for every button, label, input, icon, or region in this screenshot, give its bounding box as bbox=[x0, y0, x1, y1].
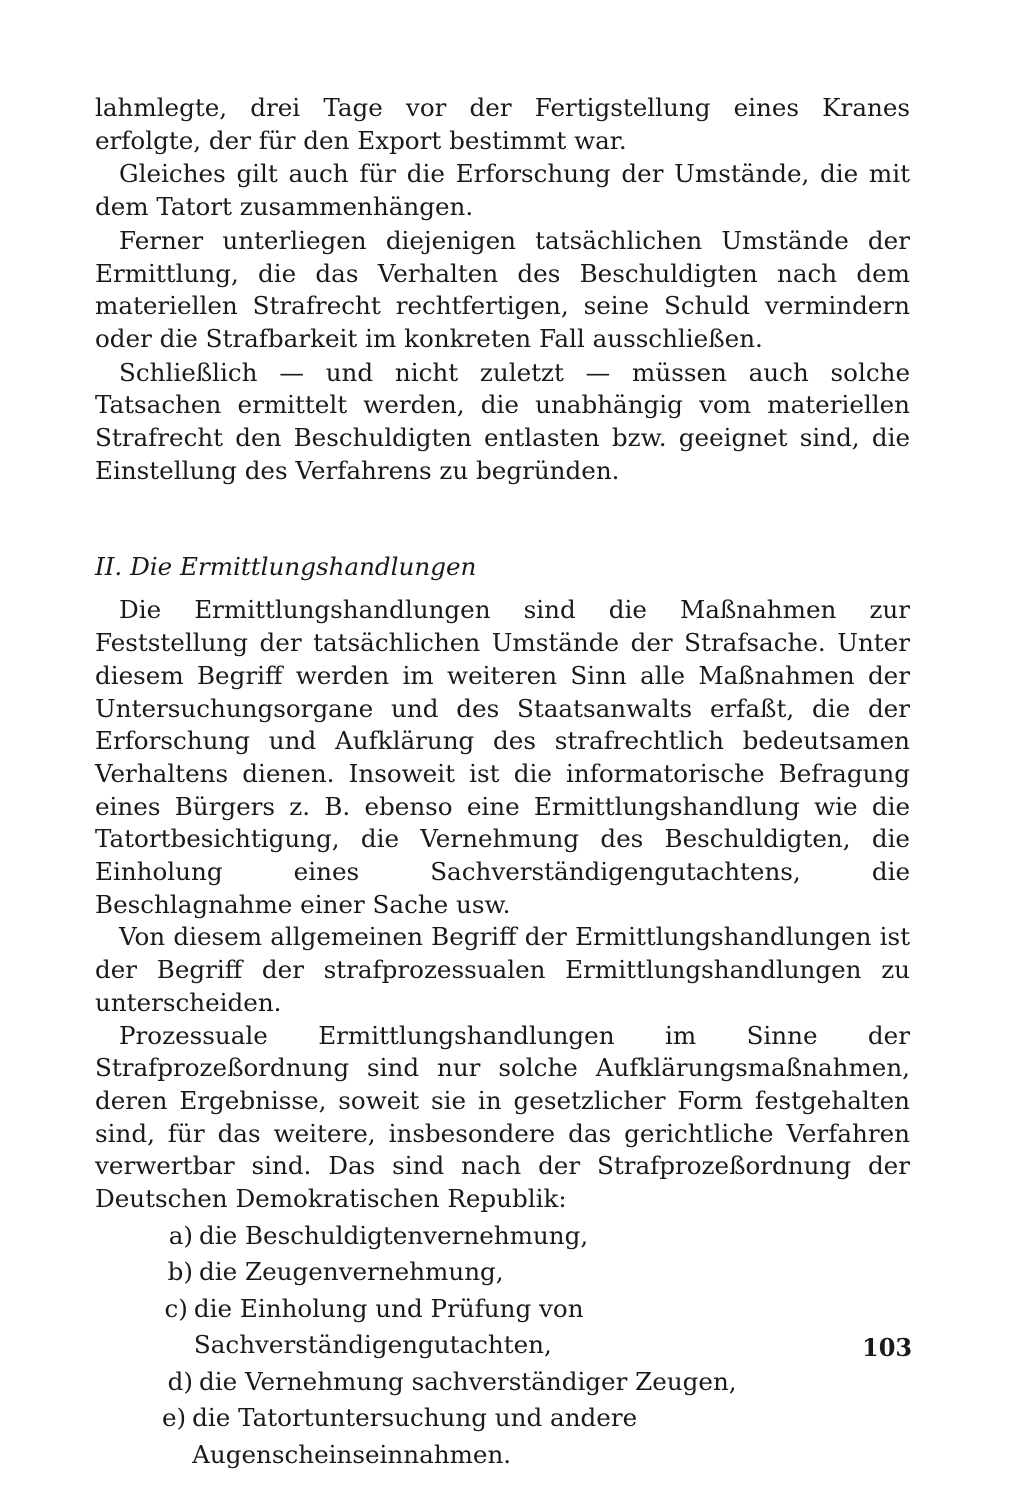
list-item-text: die Tatortuntersuchung und andere Augenscheinseinnahmen. bbox=[192, 1403, 638, 1469]
paragraph-5: Die Ermittlungshandlungen sind die Maßnahmen zur Feststellung der tatsächlichen Umstände der Strafsache. Unter diesem Begriff werden im weiteren Sinn alle Maßnahmen der Untersuchungsorgane und des Staatsanwalts erfaßt, die der Erforschung und Aufklärung des strafrechtlich bedeutsamen Verhaltens dienen. Insoweit ist die informatorische Befragung eines Bürgers z. B. ebenso eine Ermittlungshandlung wie die Tatortbesichtigung, die Vernehmung des Beschuldigten, die Einholung eines Sachverständigengutachtens, die Beschlagnahme einer Sache usw. bbox=[95, 595, 910, 919]
enumeration-list bbox=[95, 1218, 913, 1474]
list-marker: b) bbox=[167, 1257, 193, 1287]
paragraph-6: Von diesem allgemeinen Begriff der Ermittlungshandlungen ist der Begriff der strafprozessualen Ermittlungshandlungen zu unterscheiden. bbox=[95, 922, 910, 1017]
list-item-text: die Zeugenvernehmung, bbox=[199, 1257, 504, 1287]
list-marker: c) bbox=[164, 1293, 188, 1323]
list-item bbox=[95, 1218, 910, 1255]
list-marker: d) bbox=[167, 1366, 193, 1396]
paragraph-2: Gleiches gilt auch für die Erforschung der Umstände, die mit dem Tatort zusammenhängen. bbox=[95, 159, 910, 222]
section-heading: II. Die Ermittlungshandlungen bbox=[95, 552, 477, 582]
list-marker: a) bbox=[168, 1220, 193, 1250]
paragraph-4: Schließlich — und nicht zuletzt — müssen auch solche Tatsachen ermittelt werden, die unabhängig vom materiellen Strafrecht den Beschuldigten entlasten bzw. geeignet sind, die Einstellung des Verfahrens zu begründen. bbox=[95, 357, 910, 485]
paragraph-7: Prozessuale Ermittlungshandlungen im Sinne der Strafprozeßordnung sind nur solche Aufklärungsmaßnahmen, deren Ergebnisse, soweit sie in gesetzlicher Form festgehalten sind, für das weitere, insbesondere das gerichtliche Verfahren verwertbar sind. Das sind nach der Strafprozeßordnung der Deutschen Demokratischen Republik: bbox=[95, 1020, 910, 1214]
page-number: 103 bbox=[862, 1333, 913, 1362]
list-item bbox=[95, 1291, 913, 1364]
list-marker: e) bbox=[161, 1403, 187, 1433]
list-item bbox=[95, 1364, 910, 1401]
list-item bbox=[95, 1254, 910, 1291]
list-item-text: die Einholung und Prüfung von Sachverständigengutachten, bbox=[193, 1293, 584, 1360]
paragraph-3: Ferner unterliegen diejenigen tatsächlichen Umstände der Ermittlung, die das Verhalten des Beschuldigten nach dem materiellen Strafrecht rechtfertigen, seine Schuld vermindern oder die Strafbarkeit im konkreten Fall ausschließen. bbox=[95, 225, 910, 353]
page-body bbox=[95, 92, 913, 1473]
list-item-text: die Beschuldigtenvernehmung, bbox=[199, 1220, 589, 1250]
list-item bbox=[95, 1400, 910, 1473]
list-item-text: die Vernehmung sachverständiger Zeugen, bbox=[199, 1366, 737, 1396]
paragraph-1: lahmlegte, drei Tage vor der Fertigstellung eines Kranes erfolgte, der für den Export bestimmt war. bbox=[95, 93, 910, 155]
